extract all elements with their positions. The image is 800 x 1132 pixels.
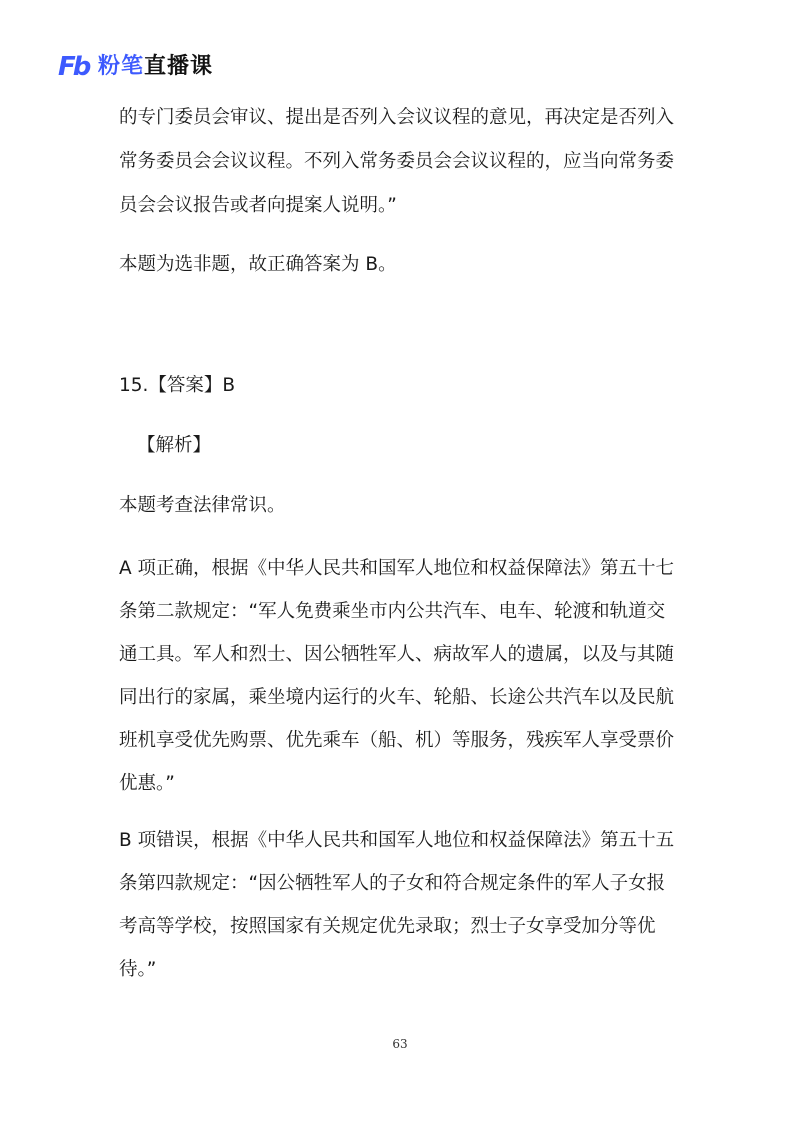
option-a-line: 班机享受优先购票、优先乘车（船、机）等服务，残疾军人享受票价 [119, 730, 675, 751]
analysis-heading: 【解析】 [137, 435, 212, 456]
conclusion-line: 本题为选非题，故正确答案为 B。 [119, 254, 397, 275]
brand-header [58, 50, 213, 84]
brand-name-product: 直播课 [144, 54, 214, 79]
intro-line: 本题考查法律常识。 [119, 495, 286, 516]
paragraph-line: 常务委员会会议议程。不列入常务委员会会议议程的，应当向常务委 [119, 151, 675, 172]
option-a-line: A 项正确，根据《中华人民共和国军人地位和权益保障法》第五十七 [119, 558, 675, 579]
fb-logo-icon: Fb [58, 52, 89, 82]
option-a-line: 条第二款规定：“军人免费乘坐市内公共汽车、电车、轮渡和轨道交 [119, 601, 666, 622]
option-a-line: 优惠。” [119, 773, 175, 794]
paragraph-line: 的专门委员会审议、提出是否列入会议议程的意见，再决定是否列入 [119, 107, 675, 128]
option-b-line: 考高等学校，按照国家有关规定优先录取；烈士子女享受加分等优 [119, 916, 656, 937]
brand-name [98, 52, 213, 82]
option-a-line: 同出行的家属，乘坐境内运行的火车、轮船、长途公共汽车以及民航 [119, 687, 675, 708]
option-b-line: 条第四款规定：“因公牺牲军人的子女和符合规定条件的军人子女报 [119, 873, 666, 894]
answer-heading: 15.【答案】B [119, 375, 236, 396]
page-number: 63 [392, 1037, 408, 1051]
option-b-line: B 项错误，根据《中华人民共和国军人地位和权益保障法》第五十五 [119, 830, 675, 851]
option-b-line: 待。” [119, 959, 157, 980]
option-a-line: 通工具。军人和烈士、因公牺牲军人、病故军人的遗属，以及与其随 [119, 644, 675, 665]
brand-name-primary: 粉笔 [98, 54, 145, 79]
paragraph-line: 员会会议报告或者向提案人说明。” [119, 195, 397, 216]
